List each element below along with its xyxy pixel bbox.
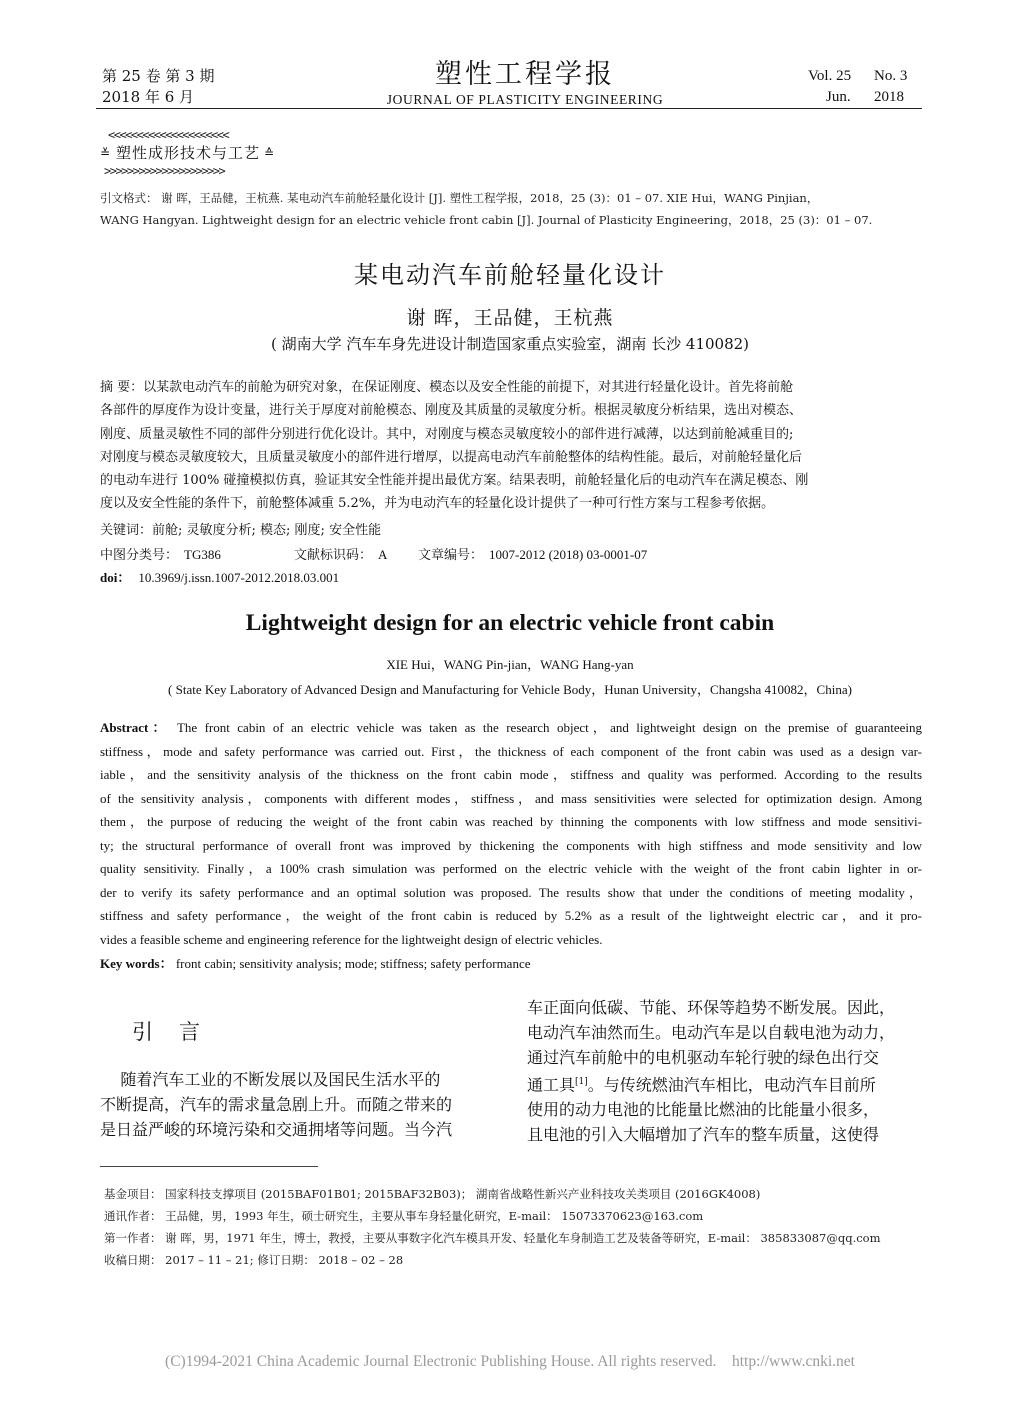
affiliation-cn: ( 湖南大学 汽车车身先进设计制造国家重点实验室，湖南 长沙 410082) [270,335,750,353]
abstract-cn-line: 刚度、质量灵敏性不同的部件分别进行优化设计。其中，对刚度与模态灵敏度较小的部件进行减薄，以达到前舱减重目的; [100,426,794,442]
header-rule [96,108,922,109]
clc-value: TG386 [184,547,221,562]
keywords-en-label: Key words： [100,956,173,971]
body-line: 电动汽车油然而生。电动汽车是以自载电池为动力， [527,1023,896,1042]
abstract-en-line: ty; the structural performance of overall front was improved by thickening the components with high stiffness and mode sensitivity and low [100,837,922,853]
doc-code-value: A [378,547,388,562]
section-name: 塑性成形技术与工艺 [116,144,261,162]
body-line: 且电池的引入大幅增加了汽车的整车质量，这使得 [527,1125,880,1145]
footnote-funding: 基金项目： 国家科技支撑项目 (2015BAF01B01; 2015BAF32B03)； 湖南省战略性新兴产业科技攻关类项目 (2016GK4008) [104,1187,761,1201]
abstract-en-line: der to verify its safety performance and an optimal solution was proposed. The results show that under the conditions of meeting modality， [100,884,922,900]
article-no-label: 文章编号： [418,548,484,563]
body-text: 。与传统燃油汽车相比，电动汽车目前所 [587,1075,876,1095]
badge-chevron-left-icon: ≚ [100,146,111,160]
abstract-cn-line: 对刚度与模态灵敏度较大，且质量灵敏度小的部件进行增厚，以提高电动汽车前舱整体的结构性能。最后，对前舱轻量化后 [100,449,803,465]
body-column-left [100,1067,492,1142]
issue-info-en [808,66,907,108]
date-cn: 2018 年 6 月 [102,88,195,106]
doi-label: doi： [100,570,131,585]
paper-title-en: Lightweight design for an electric vehicle front cabin [245,610,775,636]
citation-line-1: 引文格式： 谢 晖，王品健，王杭燕. 某电动汽车前舱轻量化设计 [J]. 塑性工程学报，2018，25 (3)：01 – 07. XIE Hui，WANG Pinjian， [100,191,819,205]
badge-arrows-top: <<<<<<<<<<<<<<<<<<<<< [108,128,229,142]
abstract-cn-label: 摘 要： [100,380,144,395]
abstract-en-line: quality sensitivity. Finally，a 100% crash simulation was performed on the electric vehicle with the weight of the front cabin lighter in or- [100,861,922,876]
volume-en: Vol. 25 [808,68,852,84]
clc-label: 中图分类号： [100,548,179,563]
journal-name-en: JOURNAL OF PLASTICITY ENGINEERING [386,92,664,107]
abstract-cn [100,376,922,516]
footnote-first-author: 第一作者： 谢 晖，男，1971 年生，博士，教授，主要从事数字化汽车模具开发、轻量化车身制造工艺及装备等研究，E-mail： 385833087@qq.com [104,1231,881,1245]
body-line: 车正面向低碳、节能、环保等趋势不断发展。因此， [527,998,896,1017]
abstract-en [100,716,922,951]
abstract-en-line: stiffness，mode and safety performance was carried out. First，the thickness of each component of the front cabin was used as a design var- [100,743,922,759]
keywords-cn-text: 前舱; 灵敏度分析; 模态; 刚度; 安全性能 [152,523,382,538]
footnotes [104,1183,881,1271]
keywords-en [100,953,531,975]
doi-value: 10.3969/j.issn.1007-2012.2018.03.001 [138,570,340,585]
footnote-corresponding-author: 通讯作者： 王品健，男，1993 年生，硕士研究生，主要从事车身轻量化研究，E-mail： 15073370623@163.com [104,1209,704,1223]
classification-line [100,543,647,567]
body-line: 不断提高，汽车的需求量急剧上升。而随之带来的 [100,1095,453,1114]
abstract-en-line: iable，and the sensitivity analysis of the thickness on the front cabin mode，stiffness and quality was performed. According to the results [100,767,922,782]
body-line: 是日益严峻的环境污染和交通拥堵等问题。当今汽 [100,1120,453,1139]
volume-issue-cn: 第 25 卷 第 3 期 [102,67,215,85]
abstract-cn-line: 的电动车进行 100% 碰撞模拟仿真，验证其安全性能并提出最优方案。结果表明，前舱轻量化后的电动汽车在满足模态、刚 [100,473,809,489]
abstract-en-label: Abstract： [100,720,170,735]
issue-info [102,66,214,108]
journal-name-cn: 塑性工程学报 [435,59,615,90]
keywords-en-text: front cabin; sensitivity analysis; mode; stiffness; safety performance [175,956,531,971]
article-no-value: 1007-2012 (2018) 03-0001-07 [489,547,648,562]
badge-arrows-bottom: >>>>>>>>>>>>>>>>>>>>> [104,164,225,178]
month-en: Jun. [826,89,851,105]
doi-line [100,566,339,590]
abstract-en-line: vides a feasible scheme and engineering reference for the lightweight design of electric vehicles. [100,931,603,947]
body-column-right [527,995,922,1147]
copyright-notice: (C)1994-2021 China Academic Journal Electronic Publishing House. All rights reserved. http://www.cnki.net [165,1353,855,1370]
reference-marker[interactable]: [1] [575,1077,588,1087]
doc-code-label: 文献标识码： [294,548,373,563]
abstract-cn-line: 度以及安全性能的条件下，前舱整体减重 5.2%，并为电动汽车的轻量化设计提供了一种可行性方案与工程参考依据。 [100,496,775,512]
body-line: 通过汽车前舱中的电机驱动车轮行驶的绿色出行交 [527,1048,880,1067]
footnote-dates: 收稿日期： 2017 – 11 – 21; 修订日期： 2018 – 02 – 28 [104,1253,404,1267]
badge-chevron-right-icon: ≙ [264,146,275,160]
footnote-rule [100,1166,318,1167]
body-line: 使用的动力电池的比能量比燃油的比能量小很多， [527,1100,880,1120]
authors-cn: 谢 晖，王品健，王杭燕 [406,307,614,329]
abstract-cn-line: 各部件的厚度作为设计变量，进行关于厚度对前舱模态、刚度及其质量的灵敏度分析。根据灵敏度分析结果，选出对模态、 [100,403,803,419]
abstract-en-line: of the sensitivity analysis，components with different modes，stiffness，and mass sensitivities were selected for optimization design. Among [100,790,922,806]
abstract-cn-line: 以某款电动汽车的前舱为研究对象，在保证刚度、模态以及安全性能的前提下，对其进行轻量化设计。首先将前舱 [143,380,794,395]
body-text: 通工具 [527,1075,576,1095]
section-heading-intro: 引言 [132,1020,226,1044]
abstract-en-line: them，the purpose of reducing the weight of the front cabin was reached by thinning the components with low stiffness and mode sensitivi- [100,814,922,829]
number-en: No. 3 [874,68,908,84]
body-line: 随着汽车工业的不断发展以及国民生活水平的 [100,1070,441,1089]
affiliation-en: ( State Key Laboratory of Advanced Design and Manufacturing for Vehicle Body，Hunan University，Changsha 410082，China) [168,682,852,697]
year-en: 2018 [874,89,904,105]
citation-line-2: WANG Hangyan. Lightweight design for an electric vehicle front cabin [J]. Journal of Plasticity Engineering，2018，25 (3)：01 – 07. [100,213,873,227]
journal-title [360,58,690,108]
abstract-en-line: stiffness and safety performance，the weight of the front cabin is reduced by 5.2% as a result of the lightweight electric car，and it pro- [100,908,922,923]
paper-title-cn: 某电动汽车前舱轻量化设计 [354,261,666,289]
section-badge [100,128,288,182]
abstract-en-line: The front cabin of an electric vehicle was taken as the research object，and lightweight design on the premise of guaranteeing [176,720,922,735]
authors-en: XIE Hui，WANG Pin-jian，WANG Hang-yan [386,657,634,672]
keywords-cn [100,519,381,542]
keywords-cn-label: 关键词： [100,523,153,538]
